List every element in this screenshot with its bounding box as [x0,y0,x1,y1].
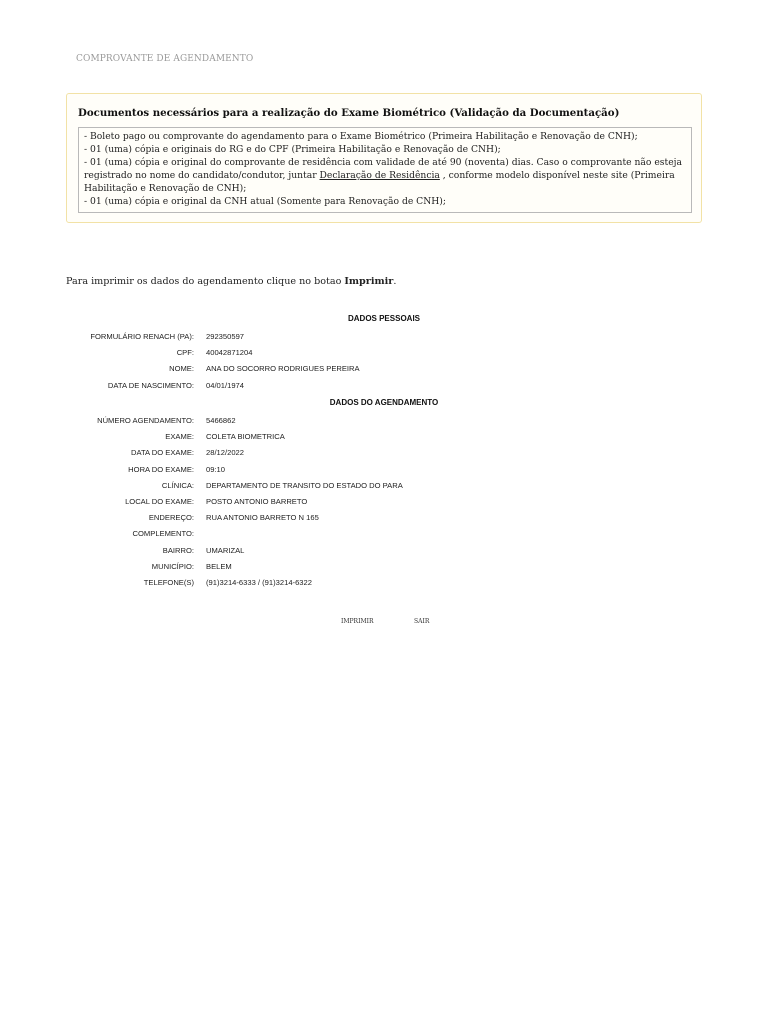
field-label: CPF: [176,348,194,358]
field-value: 04/01/1974 [206,380,245,390]
field-row [0,529,768,543]
field-label: LOCAL DO EXAME: [125,497,194,506]
field-label: NÚMERO AGENDAMENTO: [97,416,194,425]
field-row [0,578,768,592]
print-instructions [66,276,396,287]
field-label: TELEFONE(S) [143,578,194,587]
print-button[interactable]: IMPRIMIR [341,618,374,625]
field-value: 292350597 [206,332,245,341]
field-value: POSTO ANTONIO BARRETO [206,497,308,506]
field-value: DEPARTAMENTO DE TRANSITO DO ESTADO DO PARA [206,480,403,490]
field-row [0,465,768,479]
field-label: MUNICÍPIO: [151,561,194,571]
field-row [0,416,768,430]
field-value: 40042871204 [206,348,253,358]
required-documents-panel [66,93,702,223]
residence-declaration-link[interactable]: Declaração de Residência [319,170,440,181]
field-value: ANA DO SOCORRO RODRIGUES PEREIRA [206,364,360,374]
print-instructions-bold: Imprimir [344,276,394,287]
field-value: BELEM [206,561,232,571]
field-value: 5466862 [206,416,236,425]
required-documents-title: Documentos necessários para a realização do Exame Biométrico (Validação da Documentação) [78,107,620,119]
field-row [0,481,768,495]
field-value: 09:10 [206,464,226,474]
field-value: COLETA BIOMETRICA [206,432,285,442]
print-instructions-end: . [393,276,397,287]
exit-button[interactable]: SAIR [414,618,430,625]
field-value: RUA ANTONIO BARRETO N 165 [206,513,319,523]
document-item [84,156,686,195]
document-item-text: - 01 (uma) cópia e original do comprovante de residência com validade de até 90 (noventa) dias. Caso o comprovante não esteja registrado no nome do candidato/condutor, juntar [84,157,682,181]
page-title: COMPROVANTE DE AGENDAMENTO [76,54,254,64]
field-row [0,348,768,362]
field-value: UMARIZAL [206,545,245,555]
field-label: BAIRRO: [162,545,194,555]
field-row [0,432,768,446]
field-row [0,332,768,346]
document-item-text: , conforme modelo disponível neste site (Primeira Habilitação e Renovação de CNH); [84,170,675,194]
field-label: DATA DO EXAME: [130,448,194,458]
field-label: DATA DE NASCIMENTO: [107,380,194,390]
field-label: CLÍNICA: [161,480,194,490]
field-value: (91)3214-6333 / (91)3214-6322 [206,578,312,587]
field-row [0,546,768,560]
field-label: COMPLEMENTO: [132,529,194,539]
field-row [0,364,768,378]
document-item: - 01 (uma) cópia e originais do RG e do CPF (Primeira Habilitação e Renovação de CNH); [84,144,501,155]
appointment-data-title: DADOS DO AGENDAMENTO [329,398,439,407]
required-documents-list [78,127,692,213]
document-item: - Boleto pago ou comprovante do agendamento para o Exame Biométrico (Primeira Habilitação e Renovação de CNH); [84,131,638,142]
field-label: EXAME: [165,432,194,442]
field-label: NOME: [169,364,194,374]
field-label: FORMULÁRIO RENACH (PA): [90,332,194,341]
field-row [0,497,768,511]
field-value: 28/12/2022 [206,448,245,458]
field-row [0,513,768,527]
field-label: HORA DO EXAME: [128,464,194,474]
document-item: - 01 (uma) cópia e original da CNH atual (Somente para Renovação de CNH); [84,196,446,207]
personal-data-title: DADOS PESSOAIS [347,314,420,323]
field-row [0,448,768,462]
field-row [0,381,768,395]
field-label: ENDEREÇO: [148,513,194,523]
print-instructions-text: Para imprimir os dados do agendamento clique no botao [66,276,345,287]
field-row [0,562,768,576]
